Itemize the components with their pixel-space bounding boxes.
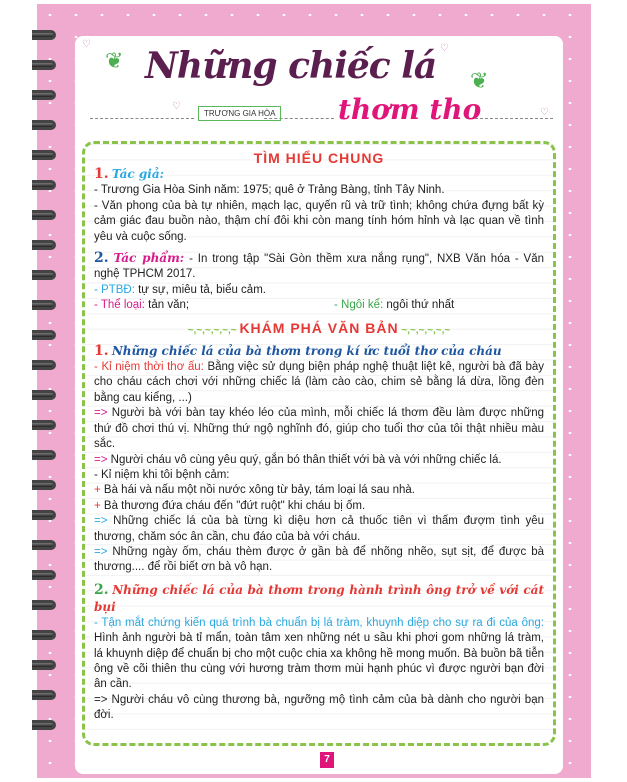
- label: - Ngôi kể:: [334, 299, 384, 312]
- section-heading: KHÁM PHÁ VĂN BẢN: [239, 319, 399, 336]
- text-line: tự sự, miêu tả, biểu cảm.: [134, 283, 266, 296]
- label: - Thể loại:: [94, 299, 145, 312]
- heart-icon: ♡: [172, 101, 181, 112]
- arrow: =>: [94, 453, 108, 466]
- label: - Kỉ niệm khi tôi bệnh cảm:: [94, 468, 230, 481]
- text-line: - Trương Gia Hòa Sinh năm: 1975; quê ở Trảng Bàng, tỉnh Tây Ninh.: [94, 184, 445, 197]
- page-number: 7: [320, 752, 334, 768]
- text-line: - In trong tập "Sài Gòn thềm xưa nắng rụng", NXB Văn hóa - Văn nghệ TPHCM 2017.: [94, 253, 545, 281]
- arrow: =>: [94, 515, 108, 528]
- text-line: - Văn phong của bà tự nhiên, mạch lạc, quyến rũ và trữ tình; không chứa đựng bất kỳ cảm giác đau buồn nào, thậm chí đôi khi còn mang tính hóm hỉnh và lạc quan về tình yêu và cuộc sống.: [94, 199, 544, 243]
- label: - Kỉ niệm thời thơ ấu:: [94, 361, 204, 374]
- arrow: =>: [94, 407, 108, 420]
- page-subtitle: thơm tho: [338, 93, 482, 126]
- conclusion-line: => Người cháu vô cùng thương bà, ngưỡng mộ tình cảm của bà dành cho người bạn đời.: [94, 693, 544, 722]
- author-label: TRƯƠNG GIA HÒA: [198, 106, 281, 121]
- heart-icon: ♡: [540, 107, 549, 118]
- vine-icon: ~,~,~,~,~,~: [187, 324, 240, 336]
- text-line: Người bà với bàn tay khéo léo của mình, mỗi chiếc lá thơm đều làm được những thứ đồ chơi thú vị. Những thứ ngộ nghĩnh đó, giúp cho tuổi thơ của tôi thật nhiều màu sắc.: [94, 407, 544, 451]
- vine-icon: ~,~,~,~,~,~: [398, 324, 451, 336]
- author-heading: Tác giả:: [111, 167, 165, 181]
- item-number: 2.: [94, 581, 109, 598]
- label: - PTBĐ:: [94, 283, 135, 296]
- spiral-binding: [32, 30, 62, 750]
- item-number: 1.: [94, 166, 109, 182]
- text-line: Bà hái và nấu một nồi nước xông từ bảy, tám loại lá sau nhà.: [100, 484, 415, 497]
- bullet: +: [94, 499, 101, 512]
- label: - Tận mắt chứng kiến quá trình bà chuẩn bị lá tràm, khuynh diệp cho sự ra đi của ông:: [94, 616, 544, 629]
- text-line: Bà thương đứa cháu đến "đứt ruột" khi cháu bị ốm.: [100, 499, 366, 512]
- text-line: Những chiếc lá của bà từng kì diệu hơn cả thuốc tiên vì thấm đượm tình yêu thương, chăm sóc ân cần, chu đáo của bà với cháu.: [94, 515, 544, 543]
- page-title: Những chiếc lá: [145, 45, 437, 87]
- subsection-title: Những chiếc lá của bà thơm trong kí ức tuổi thơ của cháu: [111, 343, 502, 358]
- text-line: ngôi thứ nhất: [383, 299, 455, 312]
- heart-icon: ♡: [82, 39, 91, 50]
- text-line: Bằng việc sử dụng biện pháp nghệ thuật liệt kê, người bà đã bày cho cháu cách chơi với những chiếc lá (làm cào cào, chim sẻ bằng lá dừa, lồng đèn bằng cau kiểng, ...): [94, 361, 545, 404]
- section-heading: TÌM HIỂU CHUNG: [253, 150, 385, 166]
- leaf-icon: ❦: [105, 48, 124, 73]
- arrow: =>: [94, 545, 108, 558]
- subsection-title: Những chiếc lá của bà thơm trong hành trình ông trở về với cát bụi: [94, 582, 544, 614]
- work-heading: Tác phẩm:: [113, 251, 185, 266]
- notes-box: [82, 141, 556, 746]
- heart-icon: ♡: [440, 43, 449, 54]
- text-line: tản văn;: [144, 299, 190, 312]
- text-line: Hình ảnh người bà tỉ mẩn, toàn tâm xen những nét u sầu khi phơi gom những lá tràm, lá khuynh diệp để chuẩn bị cho một cuộc chia xa không hề mong muốn. Bà buồn bã tiễn ông về cõi thiên thu cùng với hương tràm thơm mùi hạnh phúc vì được người bạn đời ân cần.: [94, 632, 544, 691]
- text-line: Những ngày ốm, cháu thèm được ở gần bà để nhõng nhẽo, sụt sịt, để được bà thương.... để rồi biết ơn bà vô hạn.: [94, 545, 544, 574]
- item-number: 2.: [94, 250, 109, 267]
- leaf-icon: ❦: [470, 68, 489, 93]
- item-number: 1.: [94, 342, 109, 359]
- text-line: Người cháu vô cùng yêu quý, gắn bó thân thiết với bà và với những chiếc lá.: [107, 453, 502, 466]
- bullet: +: [94, 484, 101, 497]
